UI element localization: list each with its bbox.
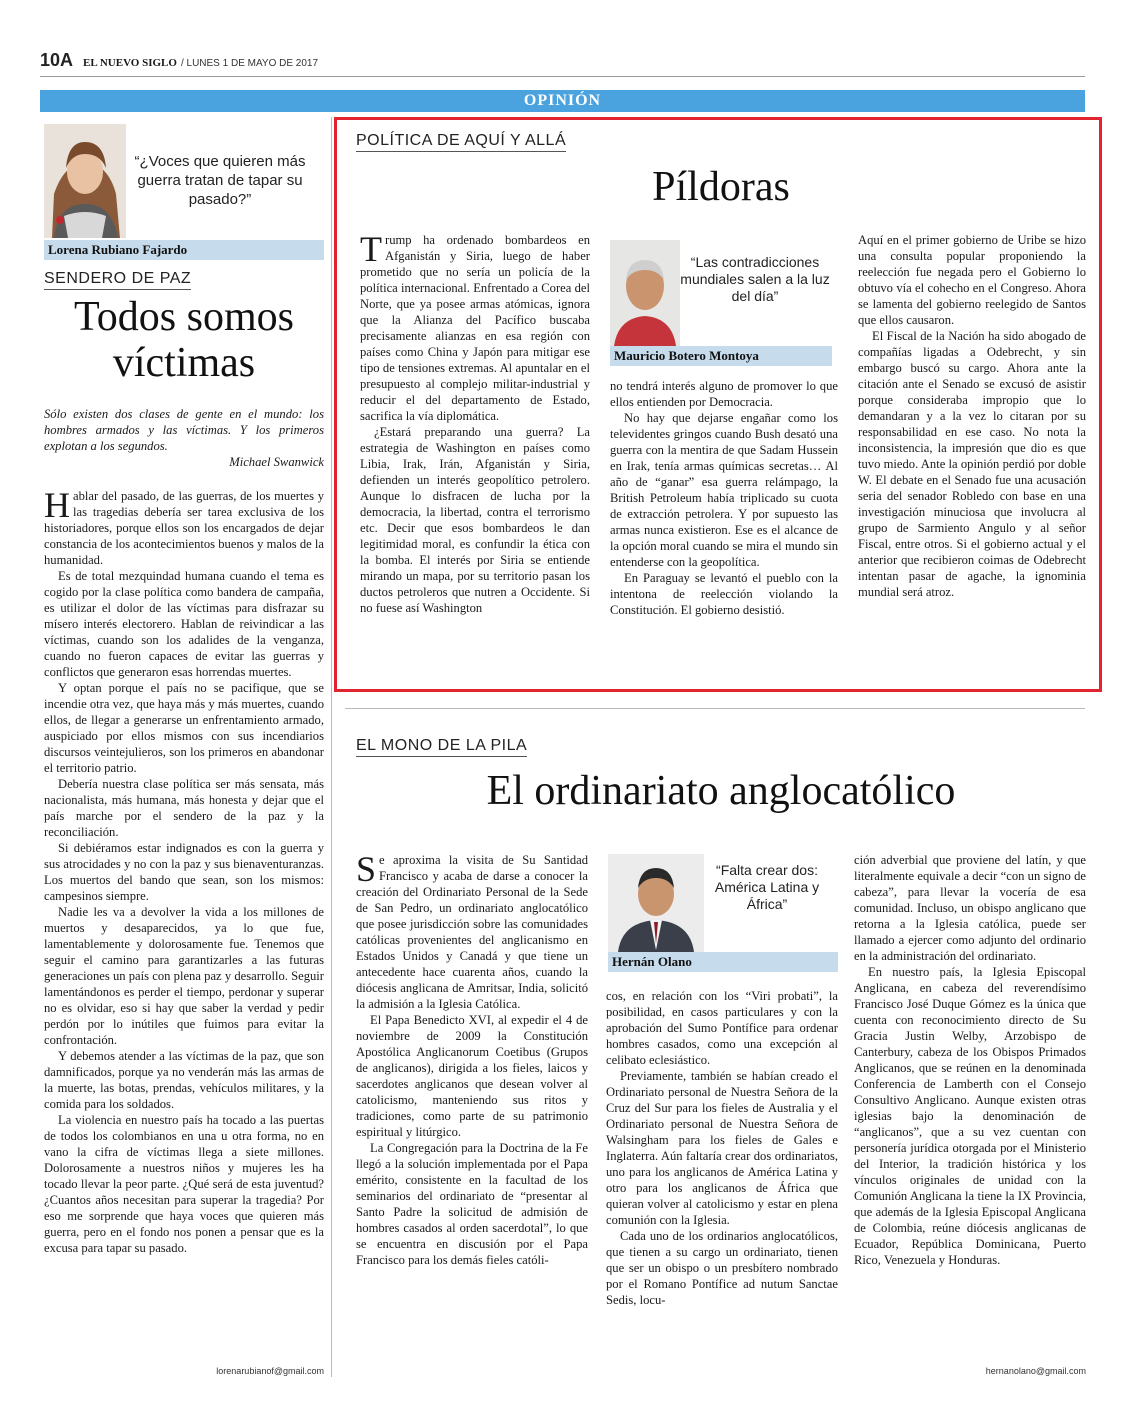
pull-quote-lorena: “¿Voces que quieren más guerra tratan de tapar su pasado?” — [134, 153, 306, 208]
article-body-ordinariato-col1 — [356, 849, 588, 1268]
section-title: EL MONO DE LA PILA — [356, 737, 527, 757]
headline-pildoras: Píldoras — [652, 164, 790, 210]
paragraph: Trump ha ordenado bombardeos en Afganistán y Siria, luego de haber prometido que no sería un policía de la política internacional. Enfrentado a Corea del Norte, que ya posee armas atómicas, ignora que la Alianza del Pacífico buscaba precisamente alianzas en esa región con países como China y Japón para mitigar ese tipo de tensiones extremas. Al apuntalar en el presupuesto al complejo militar-industrial y reducir el del departamento de Estado, sacrifica la vía diplomática. — [360, 229, 590, 423]
article-body-lorena — [44, 485, 324, 1256]
paragraph: Cada uno de los ordinarios anglocatólicos, que tienen a su cargo un ordinariato, tienen que ser un obispo o un presbítero nombrado por el Romano Pontífice ad nutum Sanctae Sedis, locu- — [606, 1229, 838, 1307]
paragraph: Debería nuestra clase política ser más sensata, más nacionalista, más humana, más honesta y dejar que el país marche por el sendero de la paz y la reconciliación. — [44, 777, 324, 839]
author-name-mauricio: Mauricio Botero Montoya — [610, 346, 832, 366]
paragraph: Y debemos atender a las víctimas de la paz, que son damnificados, porque ya no venderán más las armas de la muerte, las botas, prendas, vehículos militares, y la comida para los soldados. — [44, 1049, 324, 1111]
article-body-pildoras-col2 — [610, 378, 838, 618]
paragraph: Aquí en el primer gobierno de Uribe se hizo una consulta popular proponiendo la reelección fue negada pero el Gobierno lo obtuvo vía el cohecho en el Congreso. Ahora se lamenta del gobierno reelegido de Santos que ellos causaron. — [858, 233, 1086, 327]
article-divider — [345, 708, 1085, 709]
header-rule — [40, 76, 1085, 77]
paragraph: Si debiéramos estar indignados es con la guerra y sus atrocidades y no con la paz y sus bienaventuranzas. Los muertos del bando que sean, son los mismos: campesinos siempre. — [44, 841, 324, 903]
paragraph: En nuestro país, la Iglesia Episcopal Anglicana, en cabeza del reverendísimo Francisco José Duque Gómez es la única que cuenta con reconocimiento directo de Su Gracia Justin Welby, Arzobispo de Canterbury, cabeza de los Obispos Primados Anglicanos, que se reúnen en la denominada Conferencia de Lamberth con el Consejo Consultivo Anglicano. Aunque existen otras iglesias bajo la denominación de “anglicanos”, que a su vez cuentan con personería jurídica otorgada por el Ministerio del Interior, la tradición histórica y los vínculos originales de unidad con la Comunión Anglicana la tiene la IX Provincia, que además de la Iglesia Episcopal Anglicana de Colombia, reúne diócesis anglicanas de Ecuador, República Dominicana, Puerto Rico, Venezuela y Honduras. — [854, 965, 1086, 1267]
paragraph: ción adverbial que proviene del latín, y que literalmente equivale a decir “con un signo de cabeza”, para llevar la vocería de esa comunidad. Incluso, un obispo anglicano que retorna a la Iglesia católica, puede ser llamado a ejercer como adjunto del ordinario en la administración del ordinariato. — [854, 853, 1086, 963]
article-body-ordinariato-col3 — [854, 852, 1086, 1268]
paper-name: EL NUEVO SIGLO — [83, 57, 177, 69]
paragraph: No hay que dejarse engañar como los televidentes gringos cuando Bush desató una guerra con la mentira de que Sadam Hussein en Irak, tenía armas químicas secretas… Al año de “ganar” esa guerra relámpago, la British Petroleum había triplicado su cuota de extracción petrolera. Y por supuesto las armas nunca existieron. Ese es el alcance de la opción moral cuando se mira el mundo sin entenderse con la geopolítica. — [610, 411, 838, 569]
headline-todos-somos: Todos somos víctimas — [74, 294, 294, 386]
paragraph: cos, en relación con los “Viri probati”, la posibilidad, en casos particulares y con la aprobación del Sumo Pontífice para ordenar hombres casados, como una excepción al celibato eclesiástico. — [606, 989, 838, 1067]
paragraph: no tendrá interés alguno de promover lo que ellos entienden por Democracia. — [610, 379, 838, 409]
paragraph: El Fiscal de la Nación ha sido abogado de compañías ligadas a Odebrecht, y sin embargo buscó su cargo. Ahora ante la citación ante el Senado se excusó de asistir porque consideraba impropio que lo demandaran y a la vez lo citaran por su responsabilidad en ese caso. No nota la inconsistencia, la impresión que dio es que tuvo miedo. Ante la opinión perdió por doble W. El debate en el Senado fue una acusación seria del senador Robledo con base en una investigación minuciosa que involucra al grupo de Sarmiento Angulo y al señor Fiscal, entre otros. Si el gobierno actual y el anterior que recibieron coimas de Odebrecht intentan pasar de agache, la ignominia mundial será atroz. — [858, 329, 1086, 599]
author-email-lorena[interactable]: lorenarubianof@gmail.com — [216, 1366, 324, 1376]
headline-ordinariato: El ordinariato anglocatólico — [486, 768, 956, 814]
epigraph — [44, 406, 324, 470]
author-photo-mauricio — [610, 240, 680, 346]
column-divider — [331, 117, 332, 1377]
pull-quote-mauricio: “Las contradicciones mundiales salen a la luz del día” — [680, 254, 830, 304]
section-label-mono — [356, 737, 527, 757]
paragraph: Y optan porque el país no se pacifique, que se incendie otra vez, que haya más y más muertes, cuando ellos, de llegar a generarse un enfrentamiento armado, auspiciado por ellos mismos con sus incendiarios discursos veintejulieros, son los primeros en abandonar el territorio patrio. — [44, 681, 324, 775]
article-body-pildoras-col1 — [360, 229, 590, 616]
article-body-ordinariato-col2 — [606, 988, 838, 1308]
section-title: SENDERO DE PAZ — [44, 270, 191, 290]
paragraph: ¿Estará preparando una guerra? La estrategia de Washington en países como Libia, Irak, Irán, Afganistán y Siria, defienden un interés geopolítico petrolero. Aunque lo disfracen de lucha por la democracia, la libertad, contra el terrorismo etc. Decir que esos bombardeos le dan legitimidad moral, es confundir la ética con la bomba. El interés por Siria se entiende mirando un mapa, por su territorio pasan los ductos petroleros que nutren a Occidente. Si no fuese así Washington — [360, 425, 590, 615]
section-title: POLÍTICA DE AQUÍ Y ALLÁ — [356, 132, 566, 152]
author-name-hernan: Hernán Olano — [608, 952, 838, 972]
page-number: 10A — [40, 50, 74, 70]
epigraph-author: Michael Swanwick — [229, 455, 324, 469]
paragraph: La violencia en nuestro país ha tocado a las puertas de todos los colombianos en una u otra forma, no en vano la cifra de víctimas llega a siete millones. Dolorosamente a nuestros niños y mujeres les ha tocado llevar la peor parte. ¿Qué será de esta juventud? ¿Cuantos años necesitan para superar la tragedia? Por eso me sorprende que haya voces que quieren más guerra, pero en el fondo nos ponen a pensar que es la excusa para tapar su pasado. — [44, 1113, 324, 1255]
section-label-sendero — [44, 270, 191, 290]
drop-cap: S — [356, 849, 377, 889]
date-line: / LUNES 1 DE MAYO DE 2017 — [180, 58, 319, 69]
paragraph: Es de total mezquindad humana cuando el tema es cogido por la clase política como bandera de campaña, es utilizar el dolor de las víctimas para disfrazar su mísero interés electorero. Hablan de reivindicar a las víctimas, cuando son los adalides de la venganza, cuando no fueron capaces de evitar las guerras y conflictos que generaron esas horrendas muertes. — [44, 569, 324, 679]
epigraph-text: Sólo existen dos clases de gente en el mundo: los hombres armados y las víctimas. Y los primeros explotan a los segundos. — [44, 407, 324, 453]
pull-quote-hernan: “Falta crear dos: América Latina y África” — [714, 862, 820, 912]
paragraph: Previamente, también se habían creado el Ordinariato personal de Nuestra Señora de la Cruz del Sur para los fieles de Australia y el Ordinariato personal de Nuestra Señora de Walsingham para los fieles de Gales e Inglaterra. Aún faltaría crear dos ordinariatos, uno para los anglicanos de América Latina y otro para los anglicanos de África que quieran volver al catolicismo y estar en plena comunión con la Iglesia. — [606, 1069, 838, 1227]
drop-cap: H — [44, 485, 70, 525]
author-name-lorena: Lorena Rubiano Fajardo — [44, 240, 324, 260]
article-body-pildoras-col3 — [858, 232, 1086, 600]
paragraph: Hablar del pasado, de las guerras, de los muertes y las tragedias debería ser tarea exclusiva de los historiadores, porque ellos son los encargados de dejar constancia de los acontecimientos buenos y malos de la humanidad. — [44, 485, 324, 567]
paragraph: Se aproxima la visita de Su Santidad Francisco y acaba de darse a conocer la creación del Ordinariato Personal de la Sede de San Pedro, un ordinariato anglocatólico que posee jurisdicción sobre las comunidades católicas provenientes del anglicanismo en Estados Unidos y Canadá y que tiene un antecedente hace cuarenta años, cuando la diócesis anglicana de Amritsar, India, solicitó la admisión a la Iglesia Católica. — [356, 849, 588, 1011]
author-photo-hernan — [608, 854, 704, 952]
drop-cap: T — [360, 229, 382, 269]
section-bar: OPINIÓN — [40, 90, 1085, 112]
paragraph: En Paraguay se levantó el pueblo con la intentona de reelección violando la Constitución. El gobierno desistió. — [610, 571, 838, 617]
section-label-politica — [356, 132, 566, 152]
paragraph: La Congregación para la Doctrina de la Fe llegó a la solución implementada por el Papa emérito, consistente en la facultad de los seminarios del ordinariato de “presentar al Santo Padre la solicitud de admisión de hombres casados al orden sacerdotal”, lo que se encuentra en discusión por el Papa Francisco para los demás fieles católi- — [356, 1141, 588, 1267]
author-photo-lorena — [44, 124, 126, 238]
author-email-hernan[interactable]: hernanolano@gmail.com — [985, 1366, 1086, 1376]
page-header — [40, 50, 1085, 74]
paragraph: Nadie les va a devolver la vida a los millones de muertos y desaparecidos, ya lo que fue, lamentablemente y dolorosamente fue. Tenemos que seguir el camino para garantizarles a las futuras generaciones un país con plena paz y desarrollo. Seguir lamentándonos es perder el tiempo, perdonar y superar no es olvidar, eso si hay que saber la verdad y pedir perdón por lo inútiles que fuimos para evitar la confrontación. — [44, 905, 324, 1047]
paragraph: El Papa Benedicto XVI, al expedir el 4 de noviembre de 2009 la Constitución Apostólica Anglicanorum Coetibus (Grupos de anglicanos), dirigida a los fieles, laicos y sacerdotes anglicanos que desean volver al catolicismo, manteniendo sus ritos y tradiciones, como parte de su patrimonio espiritual y litúrgico. — [356, 1013, 588, 1139]
